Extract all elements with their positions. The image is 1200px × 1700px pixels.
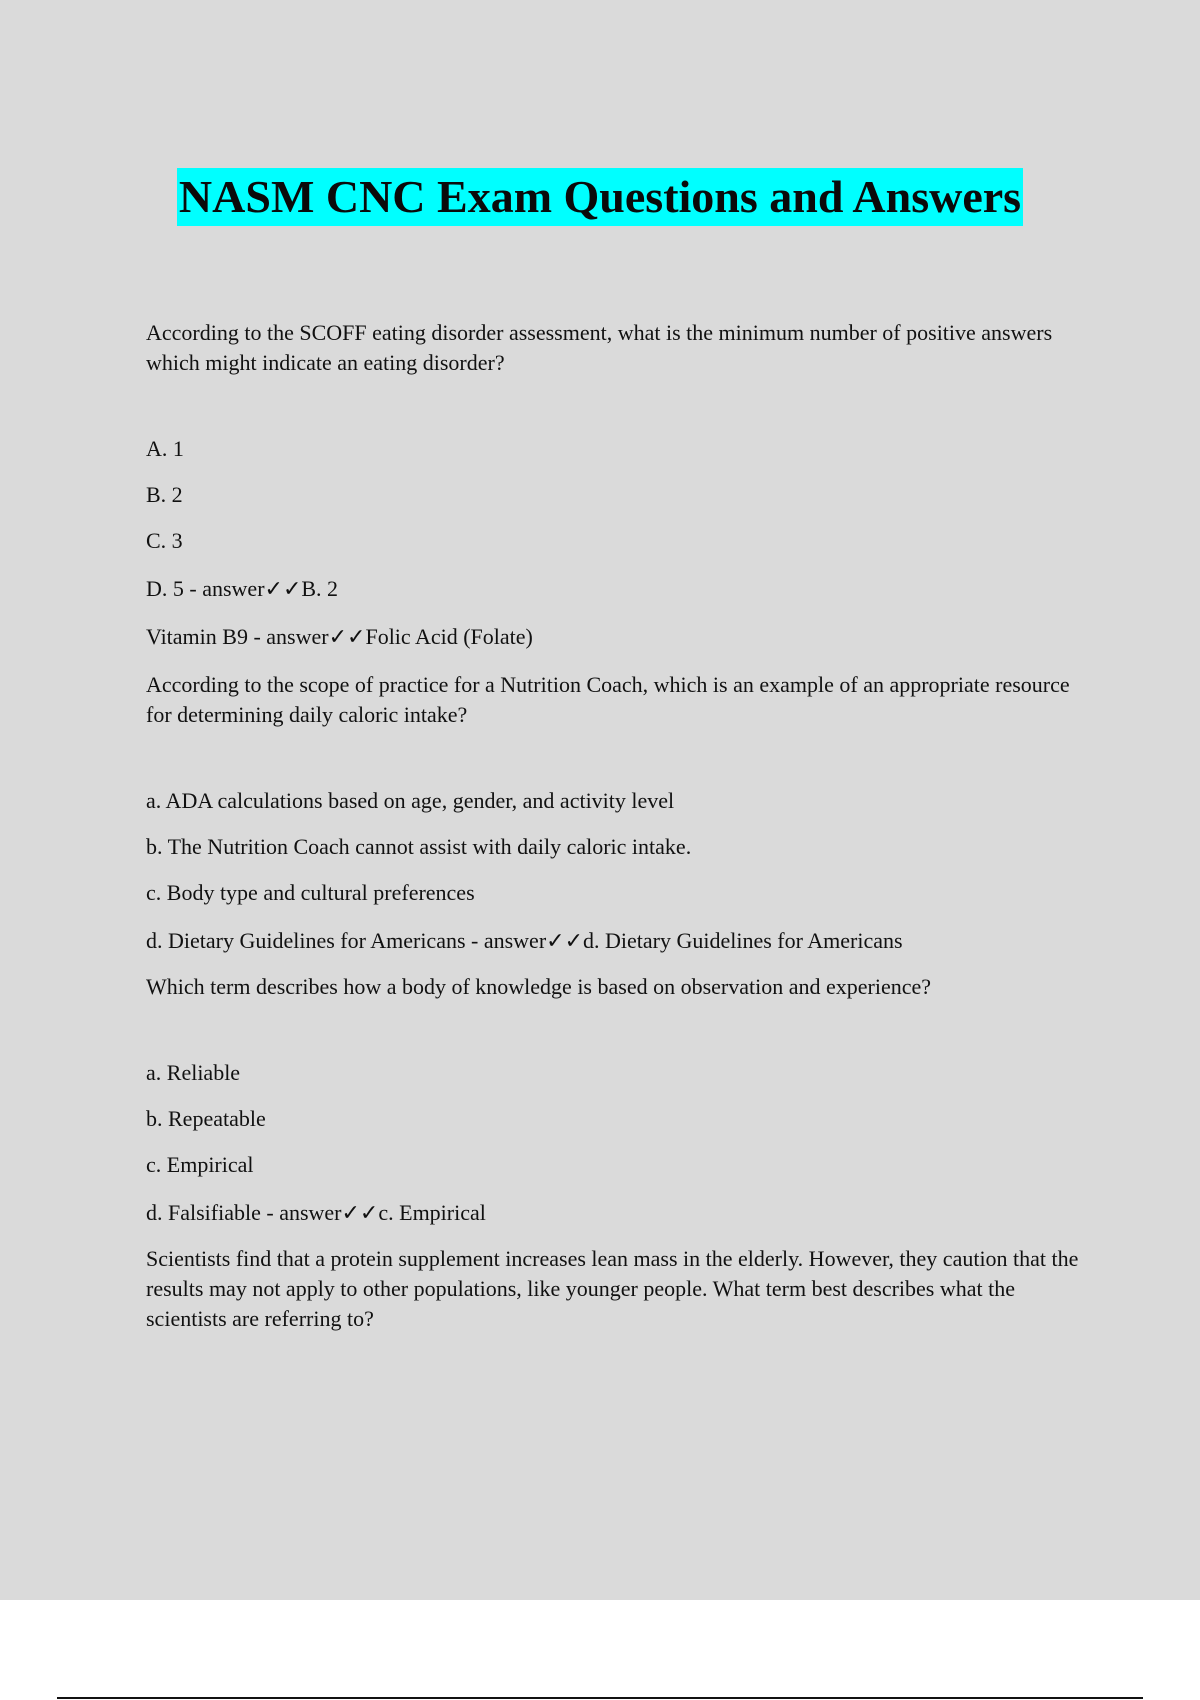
- question-4-text: Which term describes how a body of knowledge is based on observation and experience?: [146, 974, 932, 999]
- document-body: [146, 318, 1086, 1334]
- question-3-option-c: c. Body type and cultural preferences: [146, 880, 475, 905]
- question-3-option-a: a. ADA calculations based on age, gender, and activity level: [146, 788, 675, 813]
- question-4-option-c: c. Empirical: [146, 1152, 254, 1177]
- title-container: [0, 168, 1200, 226]
- question-1-option-b: B. 2: [146, 482, 183, 507]
- question-4-option-b: b. Repeatable: [146, 1106, 266, 1131]
- document-title: NASM CNC Exam Questions and Answers: [177, 168, 1023, 226]
- question-4-option-d-answer: d. Falsifiable - answer✓✓c. Empirical: [146, 1200, 486, 1225]
- question-3-text: According to the scope of practice for a Nutrition Coach, which is an example of an appropriate resource for determining daily caloric intake?: [146, 672, 1070, 727]
- question-5-text: Scientists find that a protein supplement increases lean mass in the elderly. However, they caution that the results may not apply to other populations, like younger people. What term best describes what the scientists are referring to?: [146, 1246, 1079, 1331]
- question-3-option-d-answer: d. Dietary Guidelines for Americans - answer✓✓d. Dietary Guidelines for Americans: [146, 928, 903, 953]
- question-4-option-a: a. Reliable: [146, 1060, 241, 1085]
- question-1-option-c: C. 3: [146, 528, 183, 553]
- page-divider: [57, 1697, 1143, 1699]
- question-2-text: Vitamin B9 - answer✓✓Folic Acid (Folate): [146, 624, 533, 649]
- next-page-area: [0, 1600, 1200, 1700]
- question-1-text: According to the SCOFF eating disorder assessment, what is the minimum number of positive answers which might indicate an eating disorder?: [146, 320, 1053, 375]
- question-1-option-d-answer: D. 5 - answer✓✓B. 2: [146, 576, 339, 601]
- question-1-option-a: A. 1: [146, 436, 184, 461]
- question-3-option-b: b. The Nutrition Coach cannot assist with daily caloric intake.: [146, 834, 692, 859]
